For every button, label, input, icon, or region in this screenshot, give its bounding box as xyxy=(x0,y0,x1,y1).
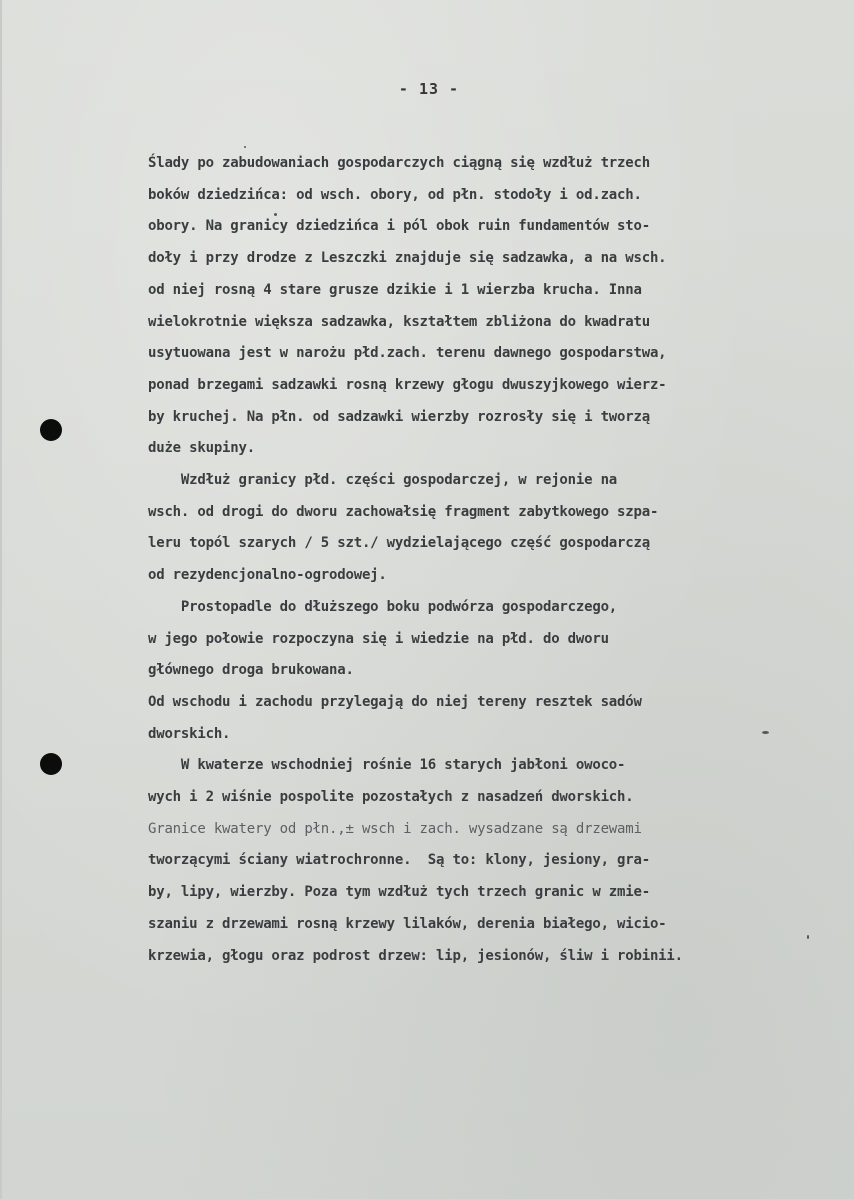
text-line: tworzącymi ściany wiatrochronne. Są to: klony, jesiony, gra- xyxy=(148,852,650,869)
text-line: wielokrotnie większa sadzawka, kształtem zbliżona do kwadratu xyxy=(148,313,650,330)
text-line: od rezydencjonalno-ogrodowej. xyxy=(148,567,387,584)
paper-speck xyxy=(762,731,769,734)
text-line: W kwaterze wschodniej rośnie 16 starych jabłoni owoco- xyxy=(148,757,626,774)
text-line: obory. Na granicy dziedzińca i pól obok ruin fundamentów sto- xyxy=(148,218,650,235)
paper-speck xyxy=(244,146,246,148)
text-line: leru topól szarych / 5 szt./ wydzielającego część gospodarczą xyxy=(148,535,650,552)
text-line: wych i 2 wiśnie pospolite pozostałych z nasadzeń dworskich. xyxy=(148,789,634,806)
text-line: głównego droga brukowana. xyxy=(148,662,354,679)
text-line: Wzdłuż granicy płd. części gospodarczej, w rejonie na xyxy=(148,472,618,489)
text-line: dworskich. xyxy=(148,725,231,742)
text-line: by, lipy, wierzby. Poza tym wzdłuż tych trzech granic w zmie- xyxy=(148,884,650,901)
text-line: krzewia, głogu oraz podrost drzew: lip, jesionów, śliw i robinii. xyxy=(148,947,683,964)
text-line: od niej rosną 4 stare grusze dzikie i 1 wierzba krucha. Inna xyxy=(148,281,642,298)
punch-hole xyxy=(40,753,62,775)
text-line: w jego połowie rozpoczyna się i wiedzie na płd. do dworu xyxy=(148,630,609,647)
paper-speck xyxy=(807,935,809,939)
text-line: Od wschodu i zachodu przylegają do niej tereny resztek sadów xyxy=(148,693,642,710)
text-line: ponad brzegami sadzawki rosną krzewy głogu dwuszyjkowego wierz- xyxy=(148,376,667,393)
text-line: doły i przy drodze z Leszczki znajduje się sadzawka, a na wsch. xyxy=(148,250,667,267)
text-line: szaniu z drzewami rosną krzewy lilaków, derenia białego, wicio- xyxy=(148,915,667,932)
text-line: by kruchej. Na płn. od sadzawki wierzby rozrosły się i tworzą xyxy=(148,408,650,425)
page-number: - 13 - xyxy=(398,80,460,98)
body-text xyxy=(148,148,838,972)
text-line: Ślady po zabudowaniach gospodarczych ciągną się wzdłuż trzech xyxy=(148,155,650,171)
paper-speck xyxy=(274,213,277,216)
punch-hole xyxy=(40,419,62,441)
text-line: Granice kwatery od płn.,± wsch i zach. wysadzane są drzewami xyxy=(148,820,642,837)
text-line: boków dziedzińca: od wsch. obory, od płn. stodoły i od.zach. xyxy=(148,186,642,203)
text-line: usytuowana jest w narożu płd.zach. terenu dawnego gospodarstwa, xyxy=(148,345,667,362)
text-line: Prostopadle do dłuższego boku podwórza gospodarczego, xyxy=(148,598,618,615)
text-line: wsch. od drogi do dworu zachowałsię fragment zabytkowego szpa- xyxy=(148,503,659,520)
text-line: duże skupiny. xyxy=(148,440,255,457)
